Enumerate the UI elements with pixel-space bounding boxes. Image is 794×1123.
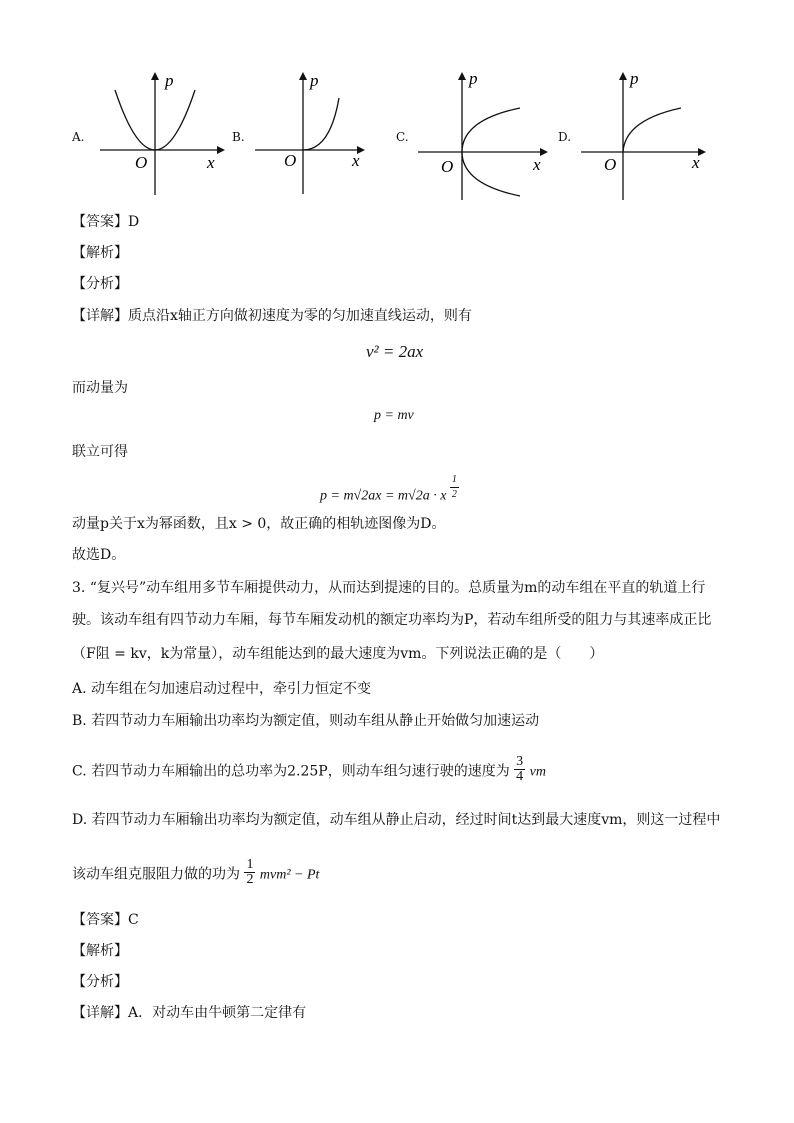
option-c-label: C. xyxy=(396,130,409,144)
q2-choose: 故选D。 xyxy=(72,547,126,563)
q3-detail: 【详解】A．对动车由牛顿第二定律有 xyxy=(72,1005,307,1021)
q3-stem-line1: 3. “复兴号”动车组用多节车厢提供动力，从而达到提速的目的。总质量为m的动车组在平直的轨道上行 xyxy=(72,580,706,596)
q3-fenxi-heading: 【分析】 xyxy=(72,974,128,990)
graph-c-sideways-parabola xyxy=(415,68,550,203)
q2-analysis-heading: 【解析】 xyxy=(72,245,128,261)
graph-a-x-label: x xyxy=(207,153,215,172)
q2-conclusion: 动量p关于x为幂函数，且x > 0，故正确的相轨迹图像为D。 xyxy=(72,516,446,532)
q3-answer: 【答案】C xyxy=(72,912,139,928)
graph-a-origin: O xyxy=(135,153,148,172)
equation-v2-2ax: v² = 2ax xyxy=(366,342,424,361)
q3-option-d-formula: mvm² − Pt xyxy=(259,867,320,883)
option-d-label: D. xyxy=(558,130,572,144)
graph-b-cubic xyxy=(252,68,367,198)
graph-c-x-label: x xyxy=(533,155,541,174)
option-a-label: A. xyxy=(72,130,85,144)
fraction-one-half xyxy=(244,858,255,887)
q3-option-a: A. 动车组在匀加速启动过程中，牵引力恒定不变 xyxy=(72,681,372,697)
q3-option-d-text: 该动车组克服阻力做的功为 xyxy=(72,866,240,883)
graph-b-y-label: p xyxy=(310,71,319,90)
q2-detail: 【详解】质点沿x轴正方向做初速度为零的匀加速直线运动，则有 xyxy=(72,308,472,324)
equation-p-sqrt xyxy=(320,474,459,511)
momentum-intro: 而动量为 xyxy=(72,380,128,396)
fraction-denominator: 4 xyxy=(516,769,524,784)
q3-option-b: B. 若四节动力车厢输出功率均为额定值，则动车组从静止开始做匀加速运动 xyxy=(72,713,540,729)
graph-a-y-label: p xyxy=(165,71,174,90)
exponent-numerator: 1 xyxy=(450,473,459,488)
graph-c-origin: O xyxy=(441,157,454,176)
graph-b-x-label: x xyxy=(352,151,360,170)
q3-analysis-heading: 【解析】 xyxy=(72,943,128,959)
q3-stem-line3: （F阻 = kv，k为常量），动车组能达到的最大速度为vm。下列说法正确的是（ ） xyxy=(72,646,604,662)
graph-a-parabola xyxy=(95,68,225,198)
fraction-numerator: 1 xyxy=(246,857,254,872)
q3-option-d-line1: D. 若四节动力车厢输出功率均为额定值，动车组从静止启动，经过时间t达到最大速度vm，则这一过程中 xyxy=(72,812,721,828)
fraction-numerator: 3 xyxy=(516,754,524,769)
graph-d-sqrt xyxy=(578,68,708,203)
q3-stem-line2: 驶。该动车组有四节动力车厢，每节车厢发动机的额定功率均为P，若动车组所受的阻力与其速率成正比 xyxy=(72,612,712,628)
graph-d-origin: O xyxy=(604,155,617,174)
exponent-denominator: 2 xyxy=(451,489,457,500)
graph-d-x-label: x xyxy=(692,153,700,172)
q3-option-c xyxy=(72,754,546,786)
graph-d-y-label: p xyxy=(630,69,639,88)
q3-option-c-text: C. 若四节动力车厢输出的总功率为2.25P，则动车组匀速行驶的速度为 xyxy=(72,763,510,780)
q2-fenxi-heading: 【分析】 xyxy=(72,276,128,292)
fraction-three-quarters xyxy=(514,755,525,784)
q3-option-d-line2 xyxy=(72,857,320,889)
equation-p-mv: p = mv xyxy=(374,408,414,423)
q2-answer: 【答案】D xyxy=(72,214,140,230)
graph-b-origin: O xyxy=(284,151,297,170)
graph-c-y-label: p xyxy=(469,69,478,88)
fraction-denominator: 2 xyxy=(246,872,254,887)
equation-p-sqrt-body: p = m√2ax = m√2a · x xyxy=(320,488,447,504)
combine-text: 联立可得 xyxy=(72,444,128,460)
q3-option-c-vm: vm xyxy=(529,764,546,780)
exponent-half xyxy=(450,473,459,502)
option-b-label: B. xyxy=(232,130,245,144)
